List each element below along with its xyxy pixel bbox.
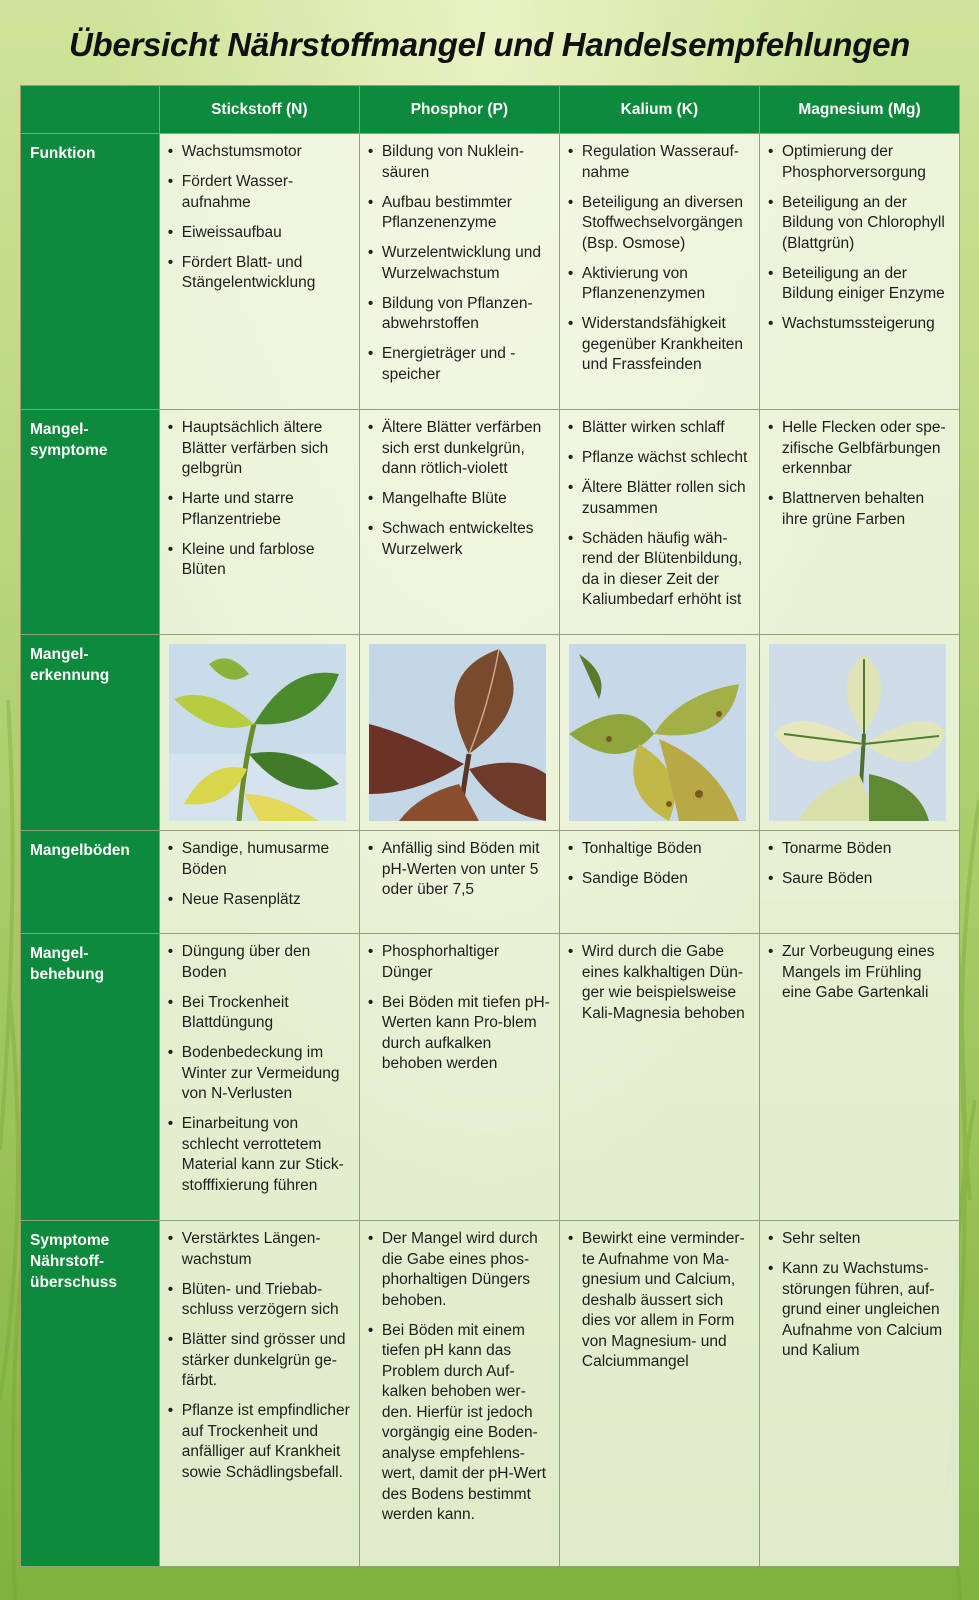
row-label: Mangel-symptome bbox=[21, 410, 160, 635]
bullet-list bbox=[768, 1229, 953, 1362]
bullet-list bbox=[368, 418, 553, 560]
list-item: • Bei Trockenheit Blattdüngung bbox=[168, 993, 353, 1034]
bullet-list bbox=[168, 839, 353, 910]
list-item: • Bei Böden mit einem tiefen pH kann das Problem durch Auf-kalken behoben wer-den. Hierfür ist jedoch vorgängig eine Boden-analyse empfehlens-wert, damit der pH-Wert des Bodens bestimmt werden kann. bbox=[368, 1321, 553, 1526]
list-item: • Bewirkt eine verminder-te Aufnahme von Ma-gnesium und Calcium, deshalb äussert sich dies vor allem in Form von Magnesium- und Calciummangel bbox=[568, 1229, 753, 1373]
list-item: • Regulation Wasserauf-nahme bbox=[568, 142, 753, 183]
list-item: • Der Mangel wird durch die Gabe eines phos-phorhaltigen Düngers behoben. bbox=[368, 1229, 553, 1311]
cell-phosphorus bbox=[359, 1221, 559, 1567]
list-item: • Blätter sind grösser und stärker dunkelgrün ge-färbt. bbox=[168, 1330, 353, 1392]
list-item: • Energieträger und -speicher bbox=[368, 344, 553, 385]
column-header-phosphorus: Phosphor (P) bbox=[359, 86, 559, 134]
bullet-list bbox=[768, 942, 953, 1004]
bullet-list bbox=[568, 839, 753, 890]
row-label: Mangel-behebung bbox=[21, 934, 160, 1221]
magnesium-deficiency-leaf-image bbox=[769, 644, 946, 821]
cell-potassium bbox=[559, 934, 759, 1221]
list-item: • Mangelhafte Blüte bbox=[368, 489, 553, 510]
list-item: • Neue Rasenplätz bbox=[168, 890, 353, 911]
list-item: • Beteiligung an der Bildung von Chlorophyll (Blattgrün) bbox=[768, 193, 953, 255]
row-mangelerkennung bbox=[21, 635, 960, 831]
list-item: • Beteiligung an diversen Stoffwechselvorgängen (Bsp. Osmose) bbox=[568, 193, 753, 255]
bullet-list bbox=[168, 142, 353, 294]
bullet-list bbox=[368, 142, 553, 385]
cell-nitrogen bbox=[159, 134, 359, 410]
list-item: • Wachstumssteigerung bbox=[768, 314, 953, 335]
cell-potassium bbox=[559, 1221, 759, 1567]
list-item: • Sandige, humusarme Böden bbox=[168, 839, 353, 880]
list-item: • Wachstumsmotor bbox=[168, 142, 353, 163]
list-item: • Blattnerven behalten ihre grüne Farben bbox=[768, 489, 953, 530]
bullet-list bbox=[368, 839, 553, 901]
deficiency-image-cell-potassium bbox=[559, 635, 759, 831]
list-item: • Tonhaltige Böden bbox=[568, 839, 753, 860]
row-label: Funktion bbox=[21, 134, 160, 410]
bullet-list bbox=[768, 142, 953, 335]
bullet-list bbox=[568, 418, 753, 611]
page-title: Übersicht Nährstoffmangel und Handelsempfehlungen bbox=[69, 26, 910, 63]
list-item: • Kann zu Wachstums-störungen führen, auf-grund einer ungleichen Aufnahme von Calcium und Kalium bbox=[768, 1259, 953, 1362]
list-item: • Optimierung der Phosphorversorgung bbox=[768, 142, 953, 183]
row-funktion bbox=[21, 134, 960, 410]
cell-magnesium bbox=[759, 410, 959, 635]
list-item: • Aufbau bestimmter Pflanzenenzyme bbox=[368, 193, 553, 234]
column-header-potassium: Kalium (K) bbox=[559, 86, 759, 134]
bullet-list bbox=[568, 142, 753, 376]
row-mangelboeden bbox=[21, 831, 960, 934]
row-ueberschuss bbox=[21, 1221, 960, 1567]
list-item: • Bildung von Nuklein-säuren bbox=[368, 142, 553, 183]
bullet-list bbox=[568, 1229, 753, 1373]
cell-nitrogen bbox=[159, 1221, 359, 1567]
row-label: Mangelböden bbox=[21, 831, 160, 934]
list-item: • Hauptsächlich ältere Blätter verfärben sich gelbgrün bbox=[168, 418, 353, 480]
bullet-list bbox=[168, 418, 353, 581]
header-row bbox=[21, 86, 960, 134]
deficiency-image-cell-magnesium bbox=[759, 635, 959, 831]
list-item: • Blätter wirken schlaff bbox=[568, 418, 753, 439]
list-item: • Harte und starre Pflanzentriebe bbox=[168, 489, 353, 530]
list-item: • Sehr selten bbox=[768, 1229, 953, 1250]
cell-nitrogen bbox=[159, 831, 359, 934]
list-item: • Schwach entwickeltes Wurzelwerk bbox=[368, 519, 553, 560]
row-mangelbehebung bbox=[21, 934, 960, 1221]
list-item: • Pflanze wächst schlecht bbox=[568, 448, 753, 469]
corner-cell bbox=[21, 86, 160, 134]
list-item: • Fördert Wasser-aufnahme bbox=[168, 172, 353, 213]
list-item: • Wird durch die Gabe eines kalkhaltigen Dün-ger wie beispielsweise Kali-Magnesia behoben bbox=[568, 942, 753, 1024]
row-label: Mangel-erkennung bbox=[21, 635, 160, 831]
list-item: • Fördert Blatt- und Stängelentwicklung bbox=[168, 253, 353, 294]
cell-phosphorus bbox=[359, 134, 559, 410]
deficiency-image-cell-phosphorus bbox=[359, 635, 559, 831]
list-item: • Phosphorhaltiger Dünger bbox=[368, 942, 553, 983]
list-item: • Düngung über den Boden bbox=[168, 942, 353, 983]
phosphorus-deficiency-leaf-image bbox=[369, 644, 546, 821]
list-item: • Ältere Blätter verfärben sich erst dunkelgrün, dann rötlich-violett bbox=[368, 418, 553, 480]
list-item: • Bodenbedeckung im Winter zur Vermeidung von N-Verlusten bbox=[168, 1043, 353, 1105]
list-item: • Verstärktes Längen-wachstum bbox=[168, 1229, 353, 1270]
cell-nitrogen bbox=[159, 410, 359, 635]
cell-potassium bbox=[559, 831, 759, 934]
list-item: • Helle Flecken oder spe-zifische Gelbfärbungen erkennbar bbox=[768, 418, 953, 480]
list-item: • Schäden häufig wäh-rend der Blütenbildung, da in dieser Zeit der Kaliumbedarf erhöht ist bbox=[568, 529, 753, 611]
list-item: • Ältere Blätter rollen sich zusammen bbox=[568, 478, 753, 519]
list-item: • Kleine und farblose Blüten bbox=[168, 540, 353, 581]
list-item: • Tonarme Böden bbox=[768, 839, 953, 860]
cell-potassium bbox=[559, 134, 759, 410]
list-item: • Widerstandsfähigkeit gegenüber Krankheiten und Frassfeinden bbox=[568, 314, 753, 376]
bullet-list bbox=[568, 942, 753, 1024]
list-item: • Blüten- und Triebab-schluss verzögern sich bbox=[168, 1280, 353, 1321]
list-item: • Saure Böden bbox=[768, 869, 953, 890]
cell-magnesium bbox=[759, 134, 959, 410]
bullet-list bbox=[368, 942, 553, 1075]
row-mangelsymptome bbox=[21, 410, 960, 635]
cell-phosphorus bbox=[359, 831, 559, 934]
bullet-list bbox=[168, 942, 353, 1196]
list-item: • Sandige Böden bbox=[568, 869, 753, 890]
cell-nitrogen bbox=[159, 934, 359, 1221]
cell-phosphorus bbox=[359, 934, 559, 1221]
row-label: Symptome Nährstoff-überschuss bbox=[21, 1221, 160, 1567]
nutrient-table bbox=[20, 85, 960, 1567]
list-item: • Anfällig sind Böden mit pH-Werten von unter 5 oder über 7,5 bbox=[368, 839, 553, 901]
list-item: • Eiweissaufbau bbox=[168, 223, 353, 244]
cell-magnesium bbox=[759, 1221, 959, 1567]
cell-magnesium bbox=[759, 934, 959, 1221]
list-item: • Wurzelentwicklung und Wurzelwachstum bbox=[368, 243, 553, 284]
cell-magnesium bbox=[759, 831, 959, 934]
list-item: • Zur Vorbeugung eines Mangels im Frühling eine Gabe Gartenkali bbox=[768, 942, 953, 1004]
bullet-list bbox=[768, 418, 953, 530]
bullet-list bbox=[368, 1229, 553, 1526]
list-item: • Aktivierung von Pflanzenenzymen bbox=[568, 264, 753, 305]
cell-phosphorus bbox=[359, 410, 559, 635]
column-header-magnesium: Magnesium (Mg) bbox=[759, 86, 959, 134]
nitrogen-deficiency-leaf-image bbox=[169, 644, 346, 821]
cell-potassium bbox=[559, 410, 759, 635]
potassium-deficiency-leaf-image bbox=[569, 644, 746, 821]
list-item: • Pflanze ist empfindlicher auf Trockenheit und anfälliger auf Krankheit sowie Schädlingsbefall. bbox=[168, 1401, 353, 1483]
deficiency-image-cell-nitrogen bbox=[159, 635, 359, 831]
list-item: • Einarbeitung von schlecht verrottetem Material kann zur Stick-stofffixierung führen bbox=[168, 1114, 353, 1196]
bullet-list bbox=[768, 839, 953, 890]
list-item: • Beteiligung an der Bildung einiger Enzyme bbox=[768, 264, 953, 305]
list-item: • Bildung von Pflanzen-abwehrstoffen bbox=[368, 294, 553, 335]
list-item: • Bei Böden mit tiefen pH-Werten kann Pro-blem durch aufkalken behoben werden bbox=[368, 993, 553, 1075]
column-header-nitrogen: Stickstoff (N) bbox=[159, 86, 359, 134]
bullet-list bbox=[168, 1229, 353, 1483]
